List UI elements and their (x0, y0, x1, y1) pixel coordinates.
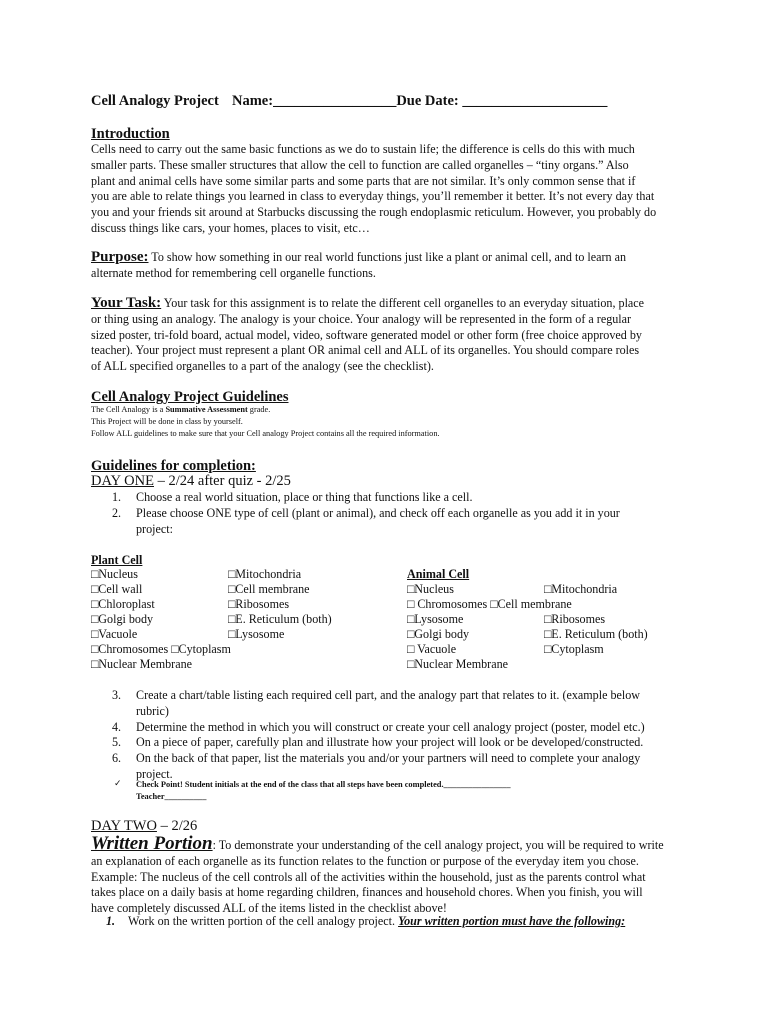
text-line: Your task for this assignment is to relate the different cell organelles to an everyday situation, place (161, 296, 645, 310)
text-line: grade. (247, 405, 271, 414)
step-number: 3. (112, 688, 122, 702)
checkbox-cell-wall[interactable]: □Cell wall (91, 582, 143, 596)
teacher-initials-line: Teacher__________ (136, 792, 207, 801)
step-number: 4. (112, 719, 122, 734)
guidelines-heading: Cell Analogy Project Guidelines (91, 389, 289, 405)
text-line: Example: The nucleus of the cell controls all of the activities within the household, just as the parents control what (91, 869, 646, 884)
checkbox-chromosomes-cytoplasm[interactable]: □Chromosomes □Cytoplasm (91, 642, 231, 656)
text-line: The Cell Analogy is a (91, 405, 166, 414)
step-text: Determine the method in which you will construct or create your cell analogy project (poster, model etc.) (136, 719, 645, 734)
checkbox-mitochondria[interactable]: □Mitochondria (228, 567, 302, 581)
text-line: : To demonstrate your understanding of the cell analogy project, you will be required to write (212, 838, 664, 852)
step-number: 1. (112, 490, 122, 504)
day-two-date: – 2/26 (156, 818, 198, 834)
text-line: alternate method for remembering cell organelle functions. (91, 265, 376, 280)
checkbox-chromosomes-cell-membrane[interactable]: □ Chromosomes □Cell membrane (407, 597, 572, 611)
checkbox-nucleus[interactable]: □Nucleus (91, 567, 138, 581)
text-line: or thing using an analogy. The analogy is your choice. Your analogy will be represented in the form of a regular (91, 311, 632, 326)
step-text: On the back of that paper, list the materials you and/or your partners will need to complete your analogy (136, 751, 641, 766)
guidelines-text (91, 404, 440, 440)
checkbox-golgi-body[interactable]: □Golgi body (407, 627, 470, 641)
checkbox-nucleus[interactable]: □Nucleus (407, 582, 454, 596)
introduction-heading: Introduction (91, 126, 170, 142)
step-text: On a piece of paper, carefully plan and illustrate how your project will look or be developed/constructed. (136, 735, 644, 750)
step-number: 2. (112, 505, 122, 520)
text-line: To show how something in our real world functions just like a plant or animal cell, and to learn an (148, 250, 627, 264)
steps-list-b (112, 688, 645, 783)
checkbox-lysosome[interactable]: □Lysosome (407, 612, 464, 626)
checkpoint-line: Check Point! Student initials at the end of the class that all steps have been completed.________________ (136, 780, 511, 789)
text-line: you are able to relate things you learned in class to everyday things, you’ll remember it better. It’s not every day that (91, 189, 655, 204)
day-two-label: DAY TWO (91, 818, 157, 834)
project-title: Cell Analogy Project (91, 93, 219, 109)
emphasis-text: Summative Assessment (165, 405, 248, 414)
step-text: Choose a real world situation, place or thing that functions like a cell. (136, 490, 473, 504)
written-portion-heading: Written Portion (91, 833, 213, 854)
checkbox-ribosomes[interactable]: □Ribosomes (228, 597, 290, 611)
day-one-label: DAY ONE (91, 473, 154, 489)
text-line: have completely discussed ALL of the items listed in the checklist above! (91, 901, 447, 916)
document-header (91, 93, 607, 110)
checkbox-lysosome[interactable]: □Lysosome (228, 627, 285, 641)
checkbox-e-reticulum[interactable]: □E. Reticulum (both) (544, 627, 648, 641)
checkbox-cytoplasm[interactable]: □Cytoplasm (544, 642, 604, 656)
checkpoint (136, 779, 511, 803)
step-number: 1. (106, 914, 116, 928)
list-item (112, 735, 645, 751)
list-item-continuation (112, 704, 645, 720)
text-line: an explanation of each organelle as its function relates to the function or purpose of the everyday item you chose. (91, 853, 639, 868)
checkbox-ribosomes[interactable]: □Ribosomes (544, 612, 606, 626)
checkbox-nuclear-membrane[interactable]: □Nuclear Membrane (407, 657, 508, 671)
list-item (112, 720, 645, 736)
introduction-text (91, 142, 691, 237)
step-number: 6. (112, 751, 122, 766)
checkbox-cell-membrane[interactable]: □Cell membrane (228, 582, 310, 596)
checkbox-mitochondria[interactable]: □Mitochondria (544, 582, 618, 596)
day-one-date: – 2/24 after quiz - 2/25 (153, 473, 291, 489)
text-line: smaller parts. These smaller structures that allow the cell to function are called organelles – “tiny organs.” Also (91, 157, 629, 172)
text-line: teacher). Your project must represent a plant OR animal cell and ALL of its organelles. You should compare roles (91, 343, 640, 358)
task-heading: Your Task: (91, 295, 162, 311)
list-item (112, 490, 620, 506)
purpose-section (91, 250, 691, 282)
step-text: project: (136, 521, 173, 536)
checkbox-nuclear-membrane[interactable]: □Nuclear Membrane (91, 657, 192, 671)
text-line: Cells need to carry out the same basic functions as we do to sustain life; the difference is cells do this with much (91, 142, 635, 156)
purpose-heading: Purpose: (91, 249, 149, 265)
text-line: sized poster, tri-fold board, actual model, video, software generated model or other form (free choice approved by (91, 327, 642, 342)
checkbox-chloroplast[interactable]: □Chloroplast (91, 597, 155, 611)
animal-cell-heading: Animal Cell (407, 567, 470, 581)
steps-list-a (112, 490, 620, 537)
day-one-line (91, 473, 291, 490)
step-text: Work on the written portion of the cell analogy project. (128, 914, 399, 928)
list-item (112, 506, 620, 522)
plant-cell-heading: Plant Cell (91, 553, 143, 567)
text-line: of ALL specified organelles to a part of the analogy (see the checklist). (91, 359, 434, 374)
completion-heading: Guidelines for completion: (91, 458, 256, 474)
text-line: Follow ALL guidelines to make sure that your Cell analogy Project contains all the required information. (91, 429, 440, 438)
text-line: discuss things like cars, your homes, places to visit, etc… (91, 220, 370, 235)
step-number: 5. (112, 735, 122, 750)
list-item (112, 688, 645, 704)
text-line: This Project will be done in class by yourself. (91, 417, 243, 426)
checkbox-vacuole[interactable]: □Vacuole (91, 627, 138, 641)
checkbox-e-reticulum[interactable]: □E. Reticulum (both) (228, 612, 332, 626)
step-text: rubric) (136, 703, 169, 718)
checkbox-golgi-body[interactable]: □Golgi body (91, 612, 154, 626)
task-section (91, 296, 691, 375)
due-date-field: Due Date: ____________________ (396, 93, 608, 109)
text-line: plant and animal cells have some similar parts and some parts that are not similar. It’s only common sense that if (91, 173, 636, 188)
text-line: takes place on a daily basis at home regarding children, finances and household chores. When you finish, you will (91, 885, 643, 900)
list-item (112, 751, 645, 767)
name-field: Name:_________________ (232, 93, 397, 109)
check-mark-icon: ✓ (114, 778, 122, 788)
step-text: project. (136, 766, 173, 781)
text-line: you and your friends sit around at Starbucks discussing the rough endoplasmic reticulum. However, you probably do (91, 205, 657, 220)
list-item-continuation (112, 522, 620, 538)
checkbox-vacuole[interactable]: □ Vacuole (407, 642, 457, 656)
written-step (106, 914, 625, 929)
written-portion-section (91, 833, 691, 917)
emphasis-text: Your written portion must have the following: (398, 914, 626, 928)
step-text: Please choose ONE type of cell (plant or animal), and check off each organelle as you add it in your (136, 505, 620, 520)
step-text: Create a chart/table listing each required cell part, and the analogy part that relates to it. (example below (136, 688, 641, 702)
